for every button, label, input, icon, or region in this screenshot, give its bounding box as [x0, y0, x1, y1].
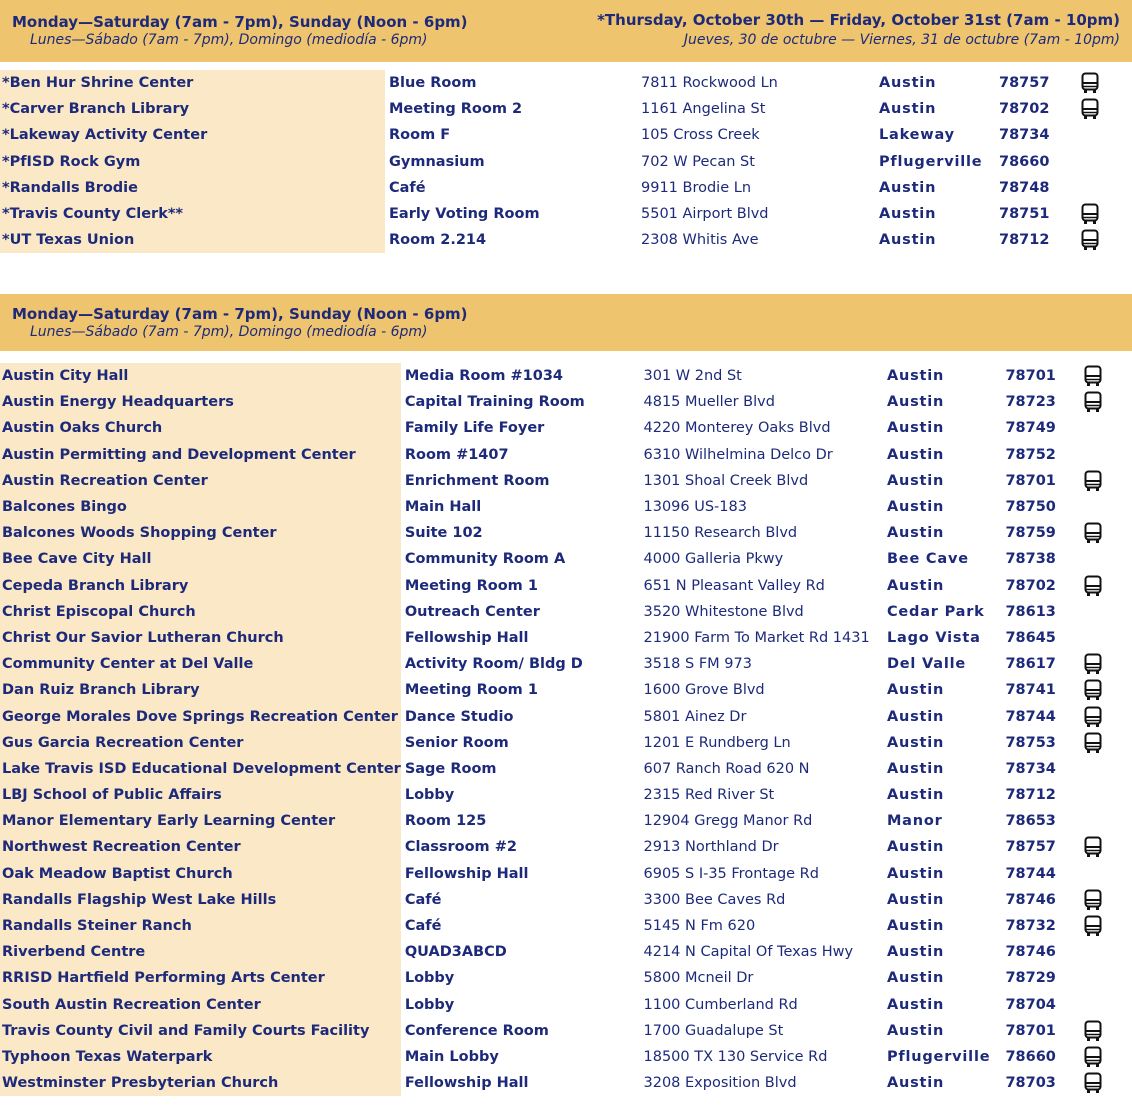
- city-name: Pflugerville: [886, 1048, 991, 1065]
- table-row: [0, 808, 1132, 834]
- street-address: 18500 TX 130 Service Rd: [643, 1048, 828, 1065]
- section1-location-table: [0, 70, 1132, 253]
- section1-rows: [0, 70, 1132, 253]
- zip-code: 78645: [1005, 629, 1056, 646]
- street-address: 105 Cross Creek: [641, 127, 760, 144]
- zip-code: 78751: [999, 206, 1050, 223]
- transit-cell: [1082, 677, 1132, 703]
- city-name: Austin: [879, 232, 937, 249]
- city-name: Austin: [886, 996, 945, 1013]
- room-name: Dance Studio: [404, 708, 514, 725]
- city-name: Lakeway: [879, 127, 955, 144]
- bus-icon: [1081, 98, 1099, 120]
- transit-cell: [1082, 1044, 1132, 1070]
- bus-icon: [1084, 470, 1102, 492]
- location-name: *Ben Hur Shrine Center: [0, 70, 385, 96]
- location-name: LBJ School of Public Affairs: [0, 782, 401, 808]
- bus-icon: [1084, 1020, 1102, 1042]
- bus-icon: [1084, 706, 1102, 728]
- street-address: 4815 Mueller Blvd: [643, 394, 775, 411]
- bus-icon: [1081, 72, 1099, 94]
- street-address: 9911 Brodie Ln: [641, 179, 752, 196]
- table-row: [0, 96, 1132, 122]
- transit-cell: [1082, 782, 1132, 808]
- city-name: Austin: [886, 839, 945, 856]
- location-name: Gus Garcia Recreation Center: [0, 730, 401, 756]
- zip-code: 78750: [1005, 499, 1056, 516]
- location-name: *Carver Branch Library: [0, 96, 385, 122]
- room-name: Enrichment Room: [404, 472, 550, 489]
- bus-icon: [1084, 575, 1102, 597]
- street-address: 13096 US-183: [643, 499, 747, 516]
- bus-icon: [1081, 203, 1099, 225]
- transit-cell: [1082, 730, 1132, 756]
- city-name: Austin: [886, 499, 945, 516]
- table-row: [0, 651, 1132, 677]
- room-name: Sage Room: [404, 760, 497, 777]
- table-row: [0, 965, 1132, 991]
- table-row: [0, 175, 1132, 201]
- transit-cell: [1082, 442, 1132, 468]
- transit-cell: [1082, 887, 1132, 913]
- zip-code: 78732: [1005, 918, 1056, 935]
- bus-icon: [1084, 679, 1102, 701]
- table-row: [0, 861, 1132, 887]
- table-row: [0, 1070, 1132, 1096]
- table-row: [0, 363, 1132, 389]
- zip-code: 78738: [1005, 551, 1056, 568]
- location-name: George Morales Dove Springs Recreation Center: [0, 703, 401, 729]
- room-name: Community Room A: [404, 551, 566, 568]
- location-name: Northwest Recreation Center: [0, 834, 401, 860]
- transit-cell: [1082, 913, 1132, 939]
- table-row: [0, 70, 1132, 96]
- room-name: Fellowship Hall: [404, 1075, 529, 1092]
- room-name: Lobby: [404, 996, 455, 1013]
- bus-icon: [1084, 836, 1102, 858]
- room-name: Suite 102: [404, 525, 483, 542]
- street-address: 6310 Wilhelmina Delco Dr: [643, 446, 833, 463]
- location-name: *Randalls Brodie: [0, 175, 385, 201]
- table-row: [0, 227, 1132, 253]
- street-address: 4220 Monterey Oaks Blvd: [643, 420, 831, 437]
- section1-hours-es: Lunes—Sábado (7am - 7pm), Domingo (mediodía - 6pm): [30, 32, 428, 48]
- transit-cell: [1082, 520, 1132, 546]
- bus-icon: [1084, 732, 1102, 754]
- city-name: Austin: [886, 970, 945, 987]
- zip-code: 78757: [1005, 839, 1056, 856]
- section1-header: [0, 0, 1132, 62]
- zip-code: 78660: [1005, 1048, 1056, 1065]
- location-name: *PfISD Rock Gym: [0, 149, 385, 175]
- room-name: Café: [404, 891, 442, 908]
- street-address: 2315 Red River St: [643, 787, 775, 804]
- city-name: Austin: [886, 918, 945, 935]
- room-name: Room #1407: [404, 446, 509, 463]
- table-row: [0, 1044, 1132, 1070]
- city-name: Austin: [879, 101, 937, 118]
- zip-code: 78712: [1005, 787, 1056, 804]
- city-name: Bee Cave: [886, 551, 969, 568]
- table-row: [0, 913, 1132, 939]
- location-name: Bee Cave City Hall: [0, 546, 401, 572]
- city-name: Austin: [886, 446, 945, 463]
- street-address: 2913 Northland Dr: [643, 839, 779, 856]
- street-address: 3518 S FM 973: [643, 656, 752, 673]
- table-row: [0, 389, 1132, 415]
- room-name: Meeting Room 2: [389, 101, 523, 118]
- room-name: Café: [404, 918, 442, 935]
- bus-icon: [1084, 522, 1102, 544]
- zip-code: 78653: [1005, 813, 1056, 830]
- bus-icon: [1084, 915, 1102, 937]
- bus-icon: [1084, 889, 1102, 911]
- room-name: Blue Room: [389, 75, 477, 92]
- transit-cell: [1082, 939, 1132, 965]
- section2-location-table: [0, 363, 1132, 1096]
- street-address: 7811 Rockwood Ln: [641, 75, 778, 92]
- location-name: Christ Our Savior Lutheran Church: [0, 625, 401, 651]
- room-name: Fellowship Hall: [404, 629, 529, 646]
- location-name: Cepeda Branch Library: [0, 573, 401, 599]
- street-address: 5501 Airport Blvd: [641, 206, 769, 223]
- transit-cell: [1082, 573, 1132, 599]
- table-row: [0, 599, 1132, 625]
- table-row: [0, 415, 1132, 441]
- location-name: Lake Travis ISD Educational Development Center: [0, 756, 401, 782]
- room-name: Fellowship Hall: [404, 865, 529, 882]
- transit-cell: [1082, 1018, 1132, 1044]
- transit-cell: [1082, 363, 1132, 389]
- street-address: 12904 Gregg Manor Rd: [643, 813, 813, 830]
- table-row: [0, 546, 1132, 572]
- zip-code: 78759: [1005, 525, 1056, 542]
- transit-cell: [1082, 861, 1132, 887]
- table-row: [0, 887, 1132, 913]
- city-name: Austin: [886, 472, 945, 489]
- room-name: Meeting Room 1: [404, 682, 538, 699]
- location-name: *UT Texas Union: [0, 227, 385, 253]
- table-row: [0, 677, 1132, 703]
- room-name: Senior Room: [404, 734, 509, 751]
- location-name: Travis County Civil and Family Courts Facility: [0, 1018, 401, 1044]
- street-address: 6905 S I-35 Frontage Rd: [643, 865, 819, 882]
- location-name: *Lakeway Activity Center: [0, 122, 385, 148]
- table-row: [0, 494, 1132, 520]
- transit-cell: [1082, 756, 1132, 782]
- location-name: Balcones Bingo: [0, 494, 401, 520]
- zip-code: 78712: [999, 232, 1050, 249]
- transit-cell: [1082, 965, 1132, 991]
- street-address: 1100 Cumberland Rd: [643, 996, 798, 1013]
- zip-code: 78746: [1005, 891, 1056, 908]
- street-address: 1301 Shoal Creek Blvd: [643, 472, 809, 489]
- bus-icon: [1084, 365, 1102, 387]
- location-name: Balcones Woods Shopping Center: [0, 520, 401, 546]
- location-name: Community Center at Del Valle: [0, 651, 401, 677]
- room-name: Family Life Foyer: [404, 420, 545, 437]
- section1-extended-hours-es: Jueves, 30 de octubre — Viernes, 31 de octubre (7am - 10pm): [683, 32, 1120, 48]
- street-address: 4000 Galleria Pkwy: [643, 551, 784, 568]
- city-name: Austin: [886, 420, 945, 437]
- room-name: Conference Room: [404, 1022, 549, 1039]
- zip-code: 78741: [1005, 682, 1056, 699]
- table-row: [0, 703, 1132, 729]
- transit-cell: [1082, 546, 1132, 572]
- transit-cell: [1082, 625, 1132, 651]
- zip-code: 78617: [1005, 656, 1056, 673]
- location-name: Dan Ruiz Branch Library: [0, 677, 401, 703]
- transit-cell: [1082, 992, 1132, 1018]
- room-name: Room F: [389, 127, 451, 144]
- transit-cell: [1082, 651, 1132, 677]
- transit-cell: [1079, 70, 1132, 96]
- street-address: 21900 Farm To Market Rd 1431: [643, 629, 870, 646]
- zip-code: 78757: [999, 75, 1050, 92]
- transit-cell: [1082, 494, 1132, 520]
- street-address: 702 W Pecan St: [641, 153, 755, 170]
- table-row: [0, 782, 1132, 808]
- transit-cell: [1082, 415, 1132, 441]
- location-name: Christ Episcopal Church: [0, 599, 401, 625]
- street-address: 651 N Pleasant Valley Rd: [643, 577, 825, 594]
- city-name: Austin: [886, 577, 945, 594]
- table-row: [0, 442, 1132, 468]
- zip-code: 78701: [1005, 472, 1056, 489]
- street-address: 1161 Angelina St: [641, 101, 766, 118]
- transit-cell: [1079, 201, 1132, 227]
- city-name: Austin: [886, 368, 945, 385]
- city-name: Austin: [879, 206, 937, 223]
- street-address: 1201 E Rundberg Ln: [643, 734, 791, 751]
- city-name: Austin: [879, 179, 937, 196]
- table-row: [0, 992, 1132, 1018]
- zip-code: 78701: [1005, 368, 1056, 385]
- city-name: Cedar Park: [886, 603, 985, 620]
- room-name: Main Hall: [404, 499, 482, 516]
- transit-cell: [1082, 808, 1132, 834]
- zip-code: 78701: [1005, 1022, 1056, 1039]
- city-name: Del Valle: [886, 656, 967, 673]
- zip-code: 78702: [1005, 577, 1056, 594]
- table-row: [0, 573, 1132, 599]
- street-address: 2308 Whitis Ave: [641, 232, 759, 249]
- street-address: 1600 Grove Blvd: [643, 682, 765, 699]
- transit-cell: [1082, 1070, 1132, 1096]
- street-address: 5801 Ainez Dr: [643, 708, 747, 725]
- zip-code: 78729: [1005, 970, 1056, 987]
- section2-hours-en: Monday—Saturday (7am - 7pm), Sunday (Noon - 6pm): [12, 305, 468, 323]
- room-name: Room 2.214: [389, 232, 487, 249]
- city-name: Austin: [886, 1075, 945, 1092]
- zip-code: 78702: [999, 101, 1050, 118]
- room-name: Early Voting Room: [389, 206, 540, 223]
- transit-cell: [1079, 175, 1132, 201]
- table-row: [0, 1018, 1132, 1044]
- transit-cell: [1082, 599, 1132, 625]
- room-name: Room 125: [404, 813, 487, 830]
- city-name: Austin: [886, 944, 945, 961]
- zip-code: 78753: [1005, 734, 1056, 751]
- street-address: 4214 N Capital Of Texas Hwy: [643, 944, 854, 961]
- city-name: Austin: [886, 708, 945, 725]
- bus-icon: [1084, 1046, 1102, 1068]
- zip-code: 78744: [1005, 865, 1056, 882]
- location-name: RRISD Hartfield Performing Arts Center: [0, 965, 401, 991]
- street-address: 1700 Guadalupe St: [643, 1022, 784, 1039]
- location-name: Austin City Hall: [0, 363, 401, 389]
- street-address: 5800 Mcneil Dr: [643, 970, 754, 987]
- location-name: Randalls Flagship West Lake Hills: [0, 887, 401, 913]
- room-name: Café: [389, 179, 426, 196]
- transit-cell: [1082, 389, 1132, 415]
- city-name: Austin: [886, 865, 945, 882]
- transit-cell: [1082, 703, 1132, 729]
- table-row: [0, 756, 1132, 782]
- street-address: 3520 Whitestone Blvd: [643, 603, 804, 620]
- transit-cell: [1079, 96, 1132, 122]
- room-name: Media Room #1034: [404, 368, 564, 385]
- bus-icon: [1081, 229, 1099, 251]
- zip-code: 78613: [1005, 603, 1056, 620]
- table-row: [0, 730, 1132, 756]
- city-name: Austin: [886, 682, 945, 699]
- city-name: Austin: [886, 787, 945, 804]
- city-name: Austin: [886, 525, 945, 542]
- zip-code: 78744: [1005, 708, 1056, 725]
- bus-icon: [1084, 391, 1102, 413]
- city-name: Austin: [886, 394, 945, 411]
- street-address: 11150 Research Blvd: [643, 525, 798, 542]
- location-name: Westminster Presbyterian Church: [0, 1070, 401, 1096]
- bus-icon: [1084, 1072, 1102, 1094]
- zip-code: 78748: [999, 179, 1050, 196]
- room-name: Gymnasium: [389, 153, 485, 170]
- location-name: *Travis County Clerk**: [0, 201, 385, 227]
- room-name: Capital Training Room: [404, 394, 585, 411]
- room-name: Outreach Center: [404, 603, 540, 620]
- transit-cell: [1079, 122, 1132, 148]
- transit-cell: [1079, 149, 1132, 175]
- city-name: Austin: [886, 891, 945, 908]
- location-name: Oak Meadow Baptist Church: [0, 861, 401, 887]
- section2-rows: [0, 363, 1132, 1096]
- zip-code: 78734: [1005, 760, 1056, 777]
- table-row: [0, 939, 1132, 965]
- city-name: Austin: [886, 760, 945, 777]
- transit-cell: [1082, 468, 1132, 494]
- transit-cell: [1079, 227, 1132, 253]
- location-name: Randalls Steiner Ranch: [0, 913, 401, 939]
- room-name: Meeting Room 1: [404, 577, 538, 594]
- table-row: [0, 122, 1132, 148]
- section2-header: [0, 294, 1132, 351]
- location-name: South Austin Recreation Center: [0, 992, 401, 1018]
- street-address: 607 Ranch Road 620 N: [643, 760, 810, 777]
- street-address: 5145 N Fm 620: [643, 918, 756, 935]
- zip-code: 78704: [1005, 996, 1056, 1013]
- bus-icon: [1084, 653, 1102, 675]
- location-name: Austin Energy Headquarters: [0, 389, 401, 415]
- zip-code: 78723: [1005, 394, 1056, 411]
- table-row: [0, 625, 1132, 651]
- table-row: [0, 149, 1132, 175]
- zip-code: 78746: [1005, 944, 1056, 961]
- room-name: Lobby: [404, 970, 455, 987]
- room-name: Classroom #2: [404, 839, 517, 856]
- location-name: Riverbend Centre: [0, 939, 401, 965]
- city-name: Pflugerville: [879, 153, 983, 170]
- city-name: Austin: [886, 1022, 945, 1039]
- section1-extended-hours-en: *Thursday, October 30th — Friday, October 31st (7am - 10pm): [597, 11, 1120, 29]
- location-name: Austin Oaks Church: [0, 415, 401, 441]
- street-address: 3208 Exposition Blvd: [643, 1075, 797, 1092]
- city-name: Manor: [886, 813, 943, 830]
- table-row: [0, 834, 1132, 860]
- zip-code: 78734: [999, 127, 1050, 144]
- section2-hours-es: Lunes—Sábado (7am - 7pm), Domingo (mediodía - 6pm): [30, 324, 428, 340]
- transit-cell: [1082, 834, 1132, 860]
- zip-code: 78752: [1005, 446, 1056, 463]
- table-row: [0, 520, 1132, 546]
- zip-code: 78660: [999, 153, 1050, 170]
- zip-code: 78703: [1005, 1075, 1056, 1092]
- city-name: Austin: [886, 734, 945, 751]
- zip-code: 78749: [1005, 420, 1056, 437]
- room-name: Activity Room/ Bldg D: [404, 656, 583, 673]
- room-name: Main Lobby: [404, 1048, 499, 1065]
- location-name: Manor Elementary Early Learning Center: [0, 808, 401, 834]
- location-name: Austin Recreation Center: [0, 468, 401, 494]
- street-address: 301 W 2nd St: [643, 368, 742, 385]
- room-name: QUAD3ABCD: [404, 944, 507, 961]
- section1-hours-en: Monday—Saturday (7am - 7pm), Sunday (Noon - 6pm): [12, 13, 468, 31]
- table-row: [0, 468, 1132, 494]
- location-name: Austin Permitting and Development Center: [0, 442, 401, 468]
- city-name: Lago Vista: [886, 629, 981, 646]
- table-row: [0, 201, 1132, 227]
- city-name: Austin: [879, 75, 937, 92]
- street-address: 3300 Bee Caves Rd: [643, 891, 786, 908]
- room-name: Lobby: [404, 787, 455, 804]
- location-name: Typhoon Texas Waterpark: [0, 1044, 401, 1070]
